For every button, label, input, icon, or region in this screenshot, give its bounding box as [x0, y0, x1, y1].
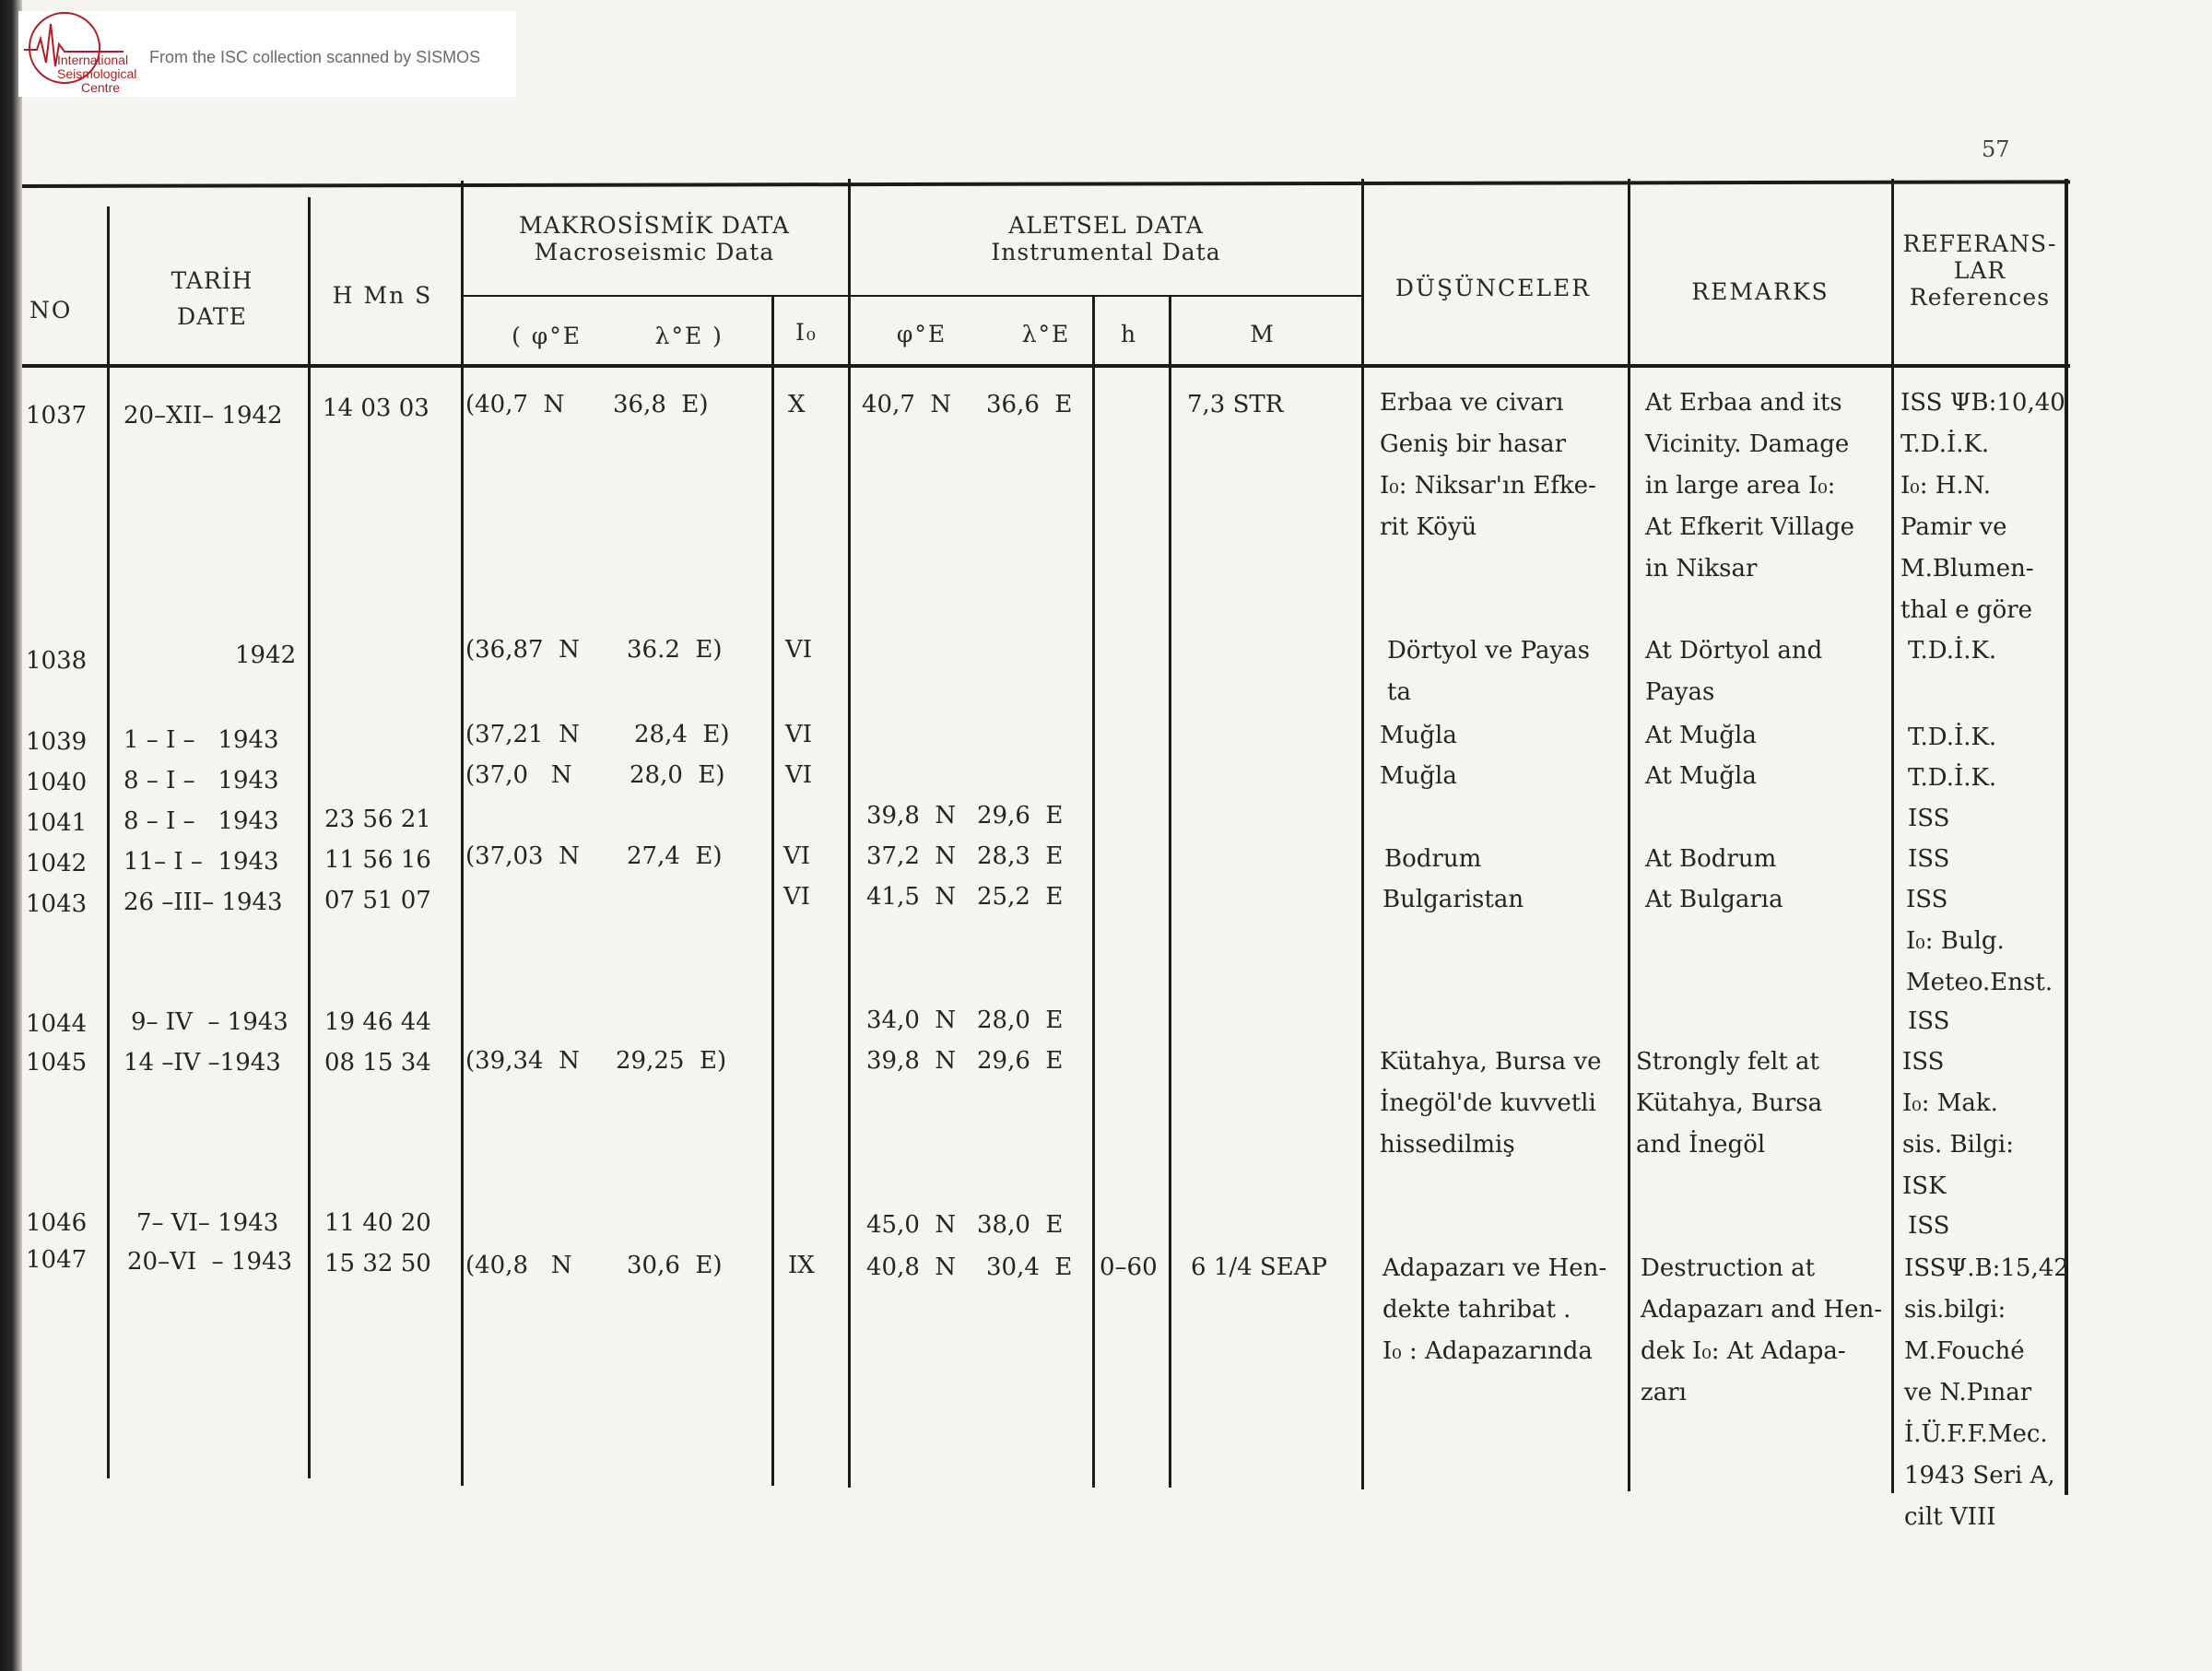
header-aletsel-en: Instrumental Data: [991, 239, 1221, 265]
cell-io: X: [788, 391, 806, 418]
dusunce-1038: [1387, 630, 1590, 713]
cell-macro-lon: 28,0 E): [629, 761, 725, 789]
cell-date: 8 – I – 1943: [124, 767, 279, 794]
text-line: Meteo.Enst.: [1906, 969, 2053, 996]
cell-inst-lat: 37,2 N: [866, 842, 957, 870]
text-line: T.D.İ.K.: [1908, 724, 1997, 751]
cell-date: 14 –IV –1943: [124, 1049, 281, 1077]
col-rule-time: [461, 181, 464, 1486]
cell-date: 20–XII– 1942: [124, 402, 283, 430]
cell-date: 1 – I – 1943: [124, 726, 279, 754]
text-line: ISS ΨB:10,40: [1900, 389, 2065, 417]
text-line: ISS: [1908, 1007, 1950, 1035]
cell-date: 7– VI– 1943: [136, 1209, 279, 1237]
refs-1037: [1900, 382, 2065, 631]
cell-macro-lon: 30,6 E): [627, 1252, 723, 1279]
col-rule-m: [1361, 179, 1364, 1489]
header-no: NO: [29, 297, 73, 324]
cell-macro-lat: (37,21 N: [465, 721, 580, 748]
cell-no: 1038: [26, 647, 88, 675]
text-line: I₀: Bulg.: [1906, 927, 2005, 955]
text-line: At Dörtyol and: [1645, 637, 1823, 665]
text-line: I₀: Niksar'ın Efke-: [1380, 472, 1596, 500]
header-lambda: λ°E: [1021, 321, 1071, 347]
text-line: Erbaa ve civarı: [1380, 389, 1564, 417]
cell-no: 1041: [26, 809, 88, 837]
text-line: Adapazarı ve Hen-: [1382, 1254, 1607, 1282]
header-m: M: [1250, 321, 1276, 347]
cell-macro-lon: 28,4 E): [634, 721, 730, 748]
header-remarks: REMARKS: [1691, 278, 1830, 305]
text-line: M.Blumen-: [1900, 555, 2034, 582]
cell-macro-lat: (37,03 N: [465, 842, 580, 870]
col-rule-inst: [1092, 295, 1095, 1488]
text-line: At Muğla: [1645, 722, 1757, 749]
text-line: İ.Ü.F.F.Mec.: [1904, 1420, 2048, 1448]
remarks-1040: [1645, 756, 1757, 797]
cell-time: 07 51 07: [324, 887, 431, 914]
text-line: hissedilmiş: [1380, 1131, 1515, 1159]
text-line: ISSΨ.B:15,42: [1904, 1254, 2069, 1282]
header-tarih: TARİH: [171, 267, 253, 294]
header-io: I₀: [795, 319, 818, 346]
logo-line-2: Seismological: [57, 66, 137, 81]
col-rule-date: [308, 197, 311, 1478]
col-rule-remarks: [1891, 179, 1894, 1493]
cell-macro-lon: 36.2 E): [627, 636, 723, 664]
remarks-1037: [1645, 382, 1854, 590]
header-time: H Mn S: [332, 282, 433, 309]
cell-macro-lon: 27,4 E): [627, 842, 723, 870]
header-bottom-rule: [22, 364, 2070, 368]
cell-no: 1037: [26, 402, 88, 430]
text-line: Dörtyol ve Payas: [1387, 637, 1590, 665]
text-line: dek I₀: At Adapa-: [1641, 1337, 1846, 1365]
cell-inst-lat: 40,8 N: [866, 1253, 957, 1281]
cell-io: IX: [788, 1252, 815, 1279]
text-line: Kütahya, Bursa: [1636, 1089, 1823, 1117]
text-line: Geniş bir hasar: [1380, 430, 1566, 458]
cell-inst-lon: 29,6 E: [977, 1047, 1064, 1075]
text-line: M.Fouché: [1904, 1337, 2025, 1365]
cell-time: 14 03 03: [323, 394, 429, 422]
header-makro-en: Macroseismic Data: [534, 239, 775, 265]
cell-macro-lat: (36,87 N: [465, 636, 580, 664]
dusunce-1042: [1384, 839, 1481, 880]
text-line: cilt VIII: [1904, 1503, 1996, 1531]
text-line: zarı: [1641, 1379, 1687, 1406]
refs-1041: [1908, 798, 1949, 840]
text-line: ta: [1387, 678, 1411, 706]
cell-time: 23 56 21: [324, 806, 431, 833]
text-line: Adapazarı and Hen-: [1641, 1296, 1883, 1324]
cell-time: 08 15 34: [324, 1049, 431, 1077]
cell-macro-lat: (39,34 N: [465, 1047, 580, 1075]
text-line: At Bodrum: [1645, 845, 1777, 873]
cell-io: VI: [785, 761, 813, 789]
cell-inst-lon: 25,2 E: [977, 883, 1064, 911]
cell-date: 11– I – 1943: [124, 848, 279, 876]
dusunce-1039: [1380, 715, 1457, 757]
text-line: Strongly felt at: [1636, 1048, 1819, 1076]
text-line: and İnegöl: [1636, 1131, 1766, 1159]
text-line: thal e göre: [1900, 596, 2033, 624]
cell-inst-lat: 45,0 N: [866, 1211, 957, 1239]
text-line: ISS: [1906, 886, 1948, 913]
refs-1045: [1902, 1041, 2014, 1207]
text-line: T.D.İ.K.: [1900, 430, 1990, 458]
cell-time: 19 46 44: [324, 1008, 431, 1036]
text-line: ISS: [1908, 805, 1950, 832]
text-line: Kütahya, Bursa ve: [1380, 1048, 1602, 1076]
page-number: 57: [1982, 136, 2010, 162]
header-references: [1895, 230, 2065, 311]
text-line: sis. Bilgi:: [1902, 1131, 2014, 1159]
cell-macro-lon: 29,25 E): [616, 1047, 727, 1075]
remarks-1047: [1641, 1248, 1882, 1414]
refs-1040: [1908, 758, 1996, 799]
header-phi: φ°E: [896, 321, 947, 347]
header-dusunceler: DÜŞÜNCELER: [1394, 275, 1592, 301]
dusunce-1045: [1380, 1041, 1601, 1166]
text-line: Muğla: [1380, 762, 1457, 790]
text-line: ISS: [1908, 1212, 1950, 1240]
cell-macro-lat: (40,8 N: [465, 1252, 572, 1279]
cell-io: VI: [785, 636, 813, 664]
cell-date: 8 – I – 1943: [124, 807, 279, 835]
header-ref-2: LAR: [1953, 257, 2006, 284]
text-line: At Efkerit Village: [1645, 513, 1855, 541]
text-line: ISS: [1908, 845, 1950, 873]
text-line: I₀ : Adapazarında: [1382, 1337, 1593, 1365]
dusunce-1040: [1380, 756, 1457, 797]
cell-inst-lat: 39,8 N: [866, 802, 957, 830]
cell-io: VI: [785, 721, 813, 748]
cell-inst-lon: 28,3 E: [977, 842, 1064, 870]
logo-line-3: Centre: [81, 80, 121, 95]
header-instrumental: [857, 212, 1355, 265]
header-macroseismic: [470, 212, 839, 265]
text-line: sis.bilgi:: [1904, 1296, 2006, 1324]
cell-no: 1039: [26, 728, 88, 756]
cell-inst-lon: 30,4 E: [986, 1253, 1073, 1281]
cell-inst-lat: 40,7 N: [862, 391, 952, 418]
cell-m: 7,3 STR: [1187, 391, 1284, 418]
header-date: [129, 267, 295, 330]
cell-no: 1045: [26, 1049, 88, 1077]
cell-macro-lon: 36,8 E): [613, 391, 709, 418]
cell-io: VI: [783, 883, 811, 911]
cell-h: 0–60: [1100, 1253, 1158, 1281]
header-h: h: [1120, 321, 1138, 347]
text-line: 1943 Seri A,: [1904, 1462, 2055, 1489]
cell-date: 9– IV – 1943: [131, 1008, 288, 1036]
header-aletsel-tr: ALETSEL DATA: [1008, 212, 1204, 239]
text-line: ve N.Pınar: [1904, 1379, 2032, 1406]
dusunce-1037: [1380, 382, 1596, 548]
header-makro-coords: ( φ°E λ°E ): [512, 323, 724, 349]
cell-m: 6 1/4 SEAP: [1191, 1253, 1327, 1281]
cell-macro-lat: (40,7 N: [465, 391, 565, 418]
cell-inst-lat: 34,0 N: [866, 1006, 957, 1034]
cell-inst-lon: 29,6 E: [977, 802, 1064, 830]
text-line: Payas: [1645, 678, 1715, 706]
table-top-rule: [22, 180, 2070, 188]
text-line: T.D.İ.K.: [1908, 764, 1997, 792]
text-line: At Muğla: [1645, 762, 1757, 790]
refs-1046: [1908, 1206, 1949, 1247]
text-line: T.D.İ.K.: [1908, 637, 1997, 665]
cell-io: VI: [783, 842, 811, 870]
remarks-1043: [1645, 879, 1783, 921]
text-line: At Erbaa and its: [1645, 389, 1842, 417]
refs-1038: [1908, 630, 1996, 672]
text-line: Vicinity. Damage: [1645, 430, 1850, 458]
cell-no: 1042: [26, 850, 88, 877]
refs-1039: [1908, 717, 1996, 759]
cell-date: 20–VI – 1943: [127, 1248, 293, 1276]
remarks-1042: [1645, 839, 1776, 880]
text-line: At Bulgarıa: [1645, 886, 1783, 913]
cell-time: 11 40 20: [324, 1209, 431, 1237]
cell-inst-lat: 39,8 N: [866, 1047, 957, 1075]
cell-inst-lat: 41,5 N: [866, 883, 957, 911]
remarks-1039: [1645, 715, 1757, 757]
cell-no: 1044: [26, 1010, 88, 1038]
cell-inst-lon: 38,0 E: [977, 1211, 1064, 1239]
header-ref-1: REFERANS-: [1902, 230, 2057, 257]
scan-note: From the ISC collection scanned by SISMOS: [149, 48, 481, 66]
text-line: Bodrum: [1384, 845, 1482, 873]
text-line: Bulgaristan: [1382, 886, 1524, 913]
refs-1043: [1906, 879, 2053, 1004]
text-line: I₀: Mak.: [1902, 1089, 1998, 1117]
text-line: dekte tahribat .: [1382, 1296, 1571, 1324]
col-rule-no: [107, 206, 110, 1478]
text-line: ISS: [1902, 1048, 1945, 1076]
cell-time: 11 56 16: [324, 846, 431, 874]
cell-inst-lon: 28,0 E: [977, 1006, 1064, 1034]
col-rule-macro: [771, 295, 774, 1486]
cell-time: 15 32 50: [324, 1250, 431, 1277]
col-rule-io: [848, 179, 851, 1488]
text-line: Muğla: [1380, 722, 1457, 749]
refs-1047: [1904, 1248, 2069, 1538]
text-line: Destruction at: [1641, 1254, 1816, 1282]
cell-inst-lon: 36,6 E: [986, 391, 1073, 418]
cell-no: 1047: [26, 1246, 88, 1274]
dusunce-1043: [1382, 879, 1524, 921]
remarks-1038: [1645, 630, 1822, 713]
col-rule-dusunce: [1628, 179, 1630, 1491]
header-date-en: DATE: [177, 303, 247, 330]
cell-no: 1046: [26, 1209, 88, 1237]
cell-macro-lat: (37,0 N: [465, 761, 572, 789]
text-line: I₀: H.N.: [1900, 472, 1992, 500]
header-makro-tr: MAKROSİSMİK DATA: [519, 212, 790, 239]
logo-line-1: International: [57, 53, 129, 67]
col-rule-h: [1169, 295, 1171, 1488]
cell-date: 26 –III– 1943: [124, 888, 283, 916]
refs-1044: [1908, 1001, 1949, 1042]
text-line: rit Köyü: [1380, 513, 1477, 541]
subheader-rule: [461, 295, 1364, 297]
dusunce-1047: [1382, 1248, 1606, 1372]
text-line: in large area I₀:: [1645, 472, 1836, 500]
header-ref-3: References: [1909, 284, 2051, 311]
cell-no: 1043: [26, 890, 88, 918]
text-line: ISK: [1902, 1172, 1947, 1200]
text-line: Pamir ve: [1900, 513, 2007, 541]
text-line: İnegöl'de kuvvetli: [1380, 1089, 1596, 1117]
refs-1042: [1908, 839, 1949, 880]
remarks-1045: [1636, 1041, 1822, 1166]
cell-date: 1942: [235, 641, 297, 669]
text-line: in Niksar: [1645, 555, 1758, 582]
cell-no: 1040: [26, 769, 88, 796]
